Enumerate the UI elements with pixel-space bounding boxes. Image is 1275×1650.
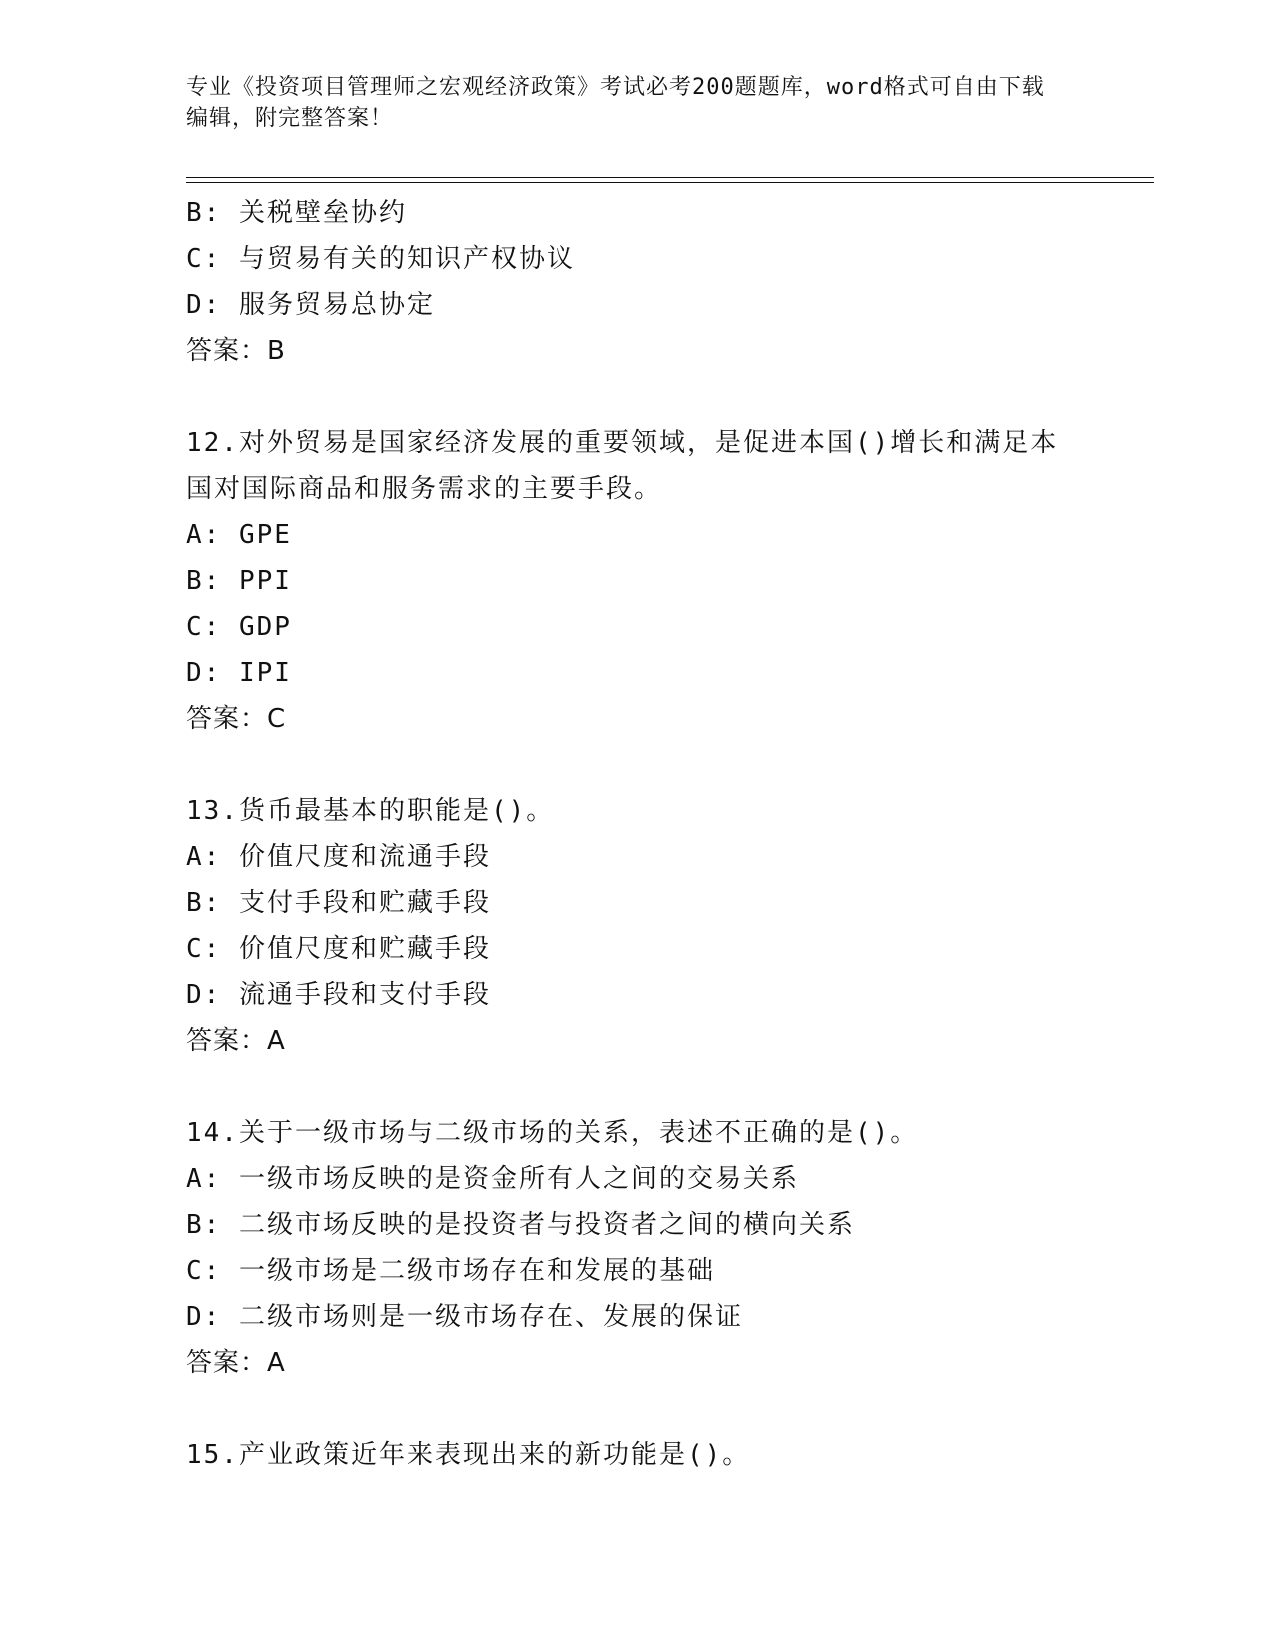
spacer (186, 1386, 1086, 1432)
option-b: B: 关税壁垒协约 (186, 198, 407, 228)
spacer (186, 1064, 1086, 1110)
question-text: 12.对外贸易是国家经济发展的重要领域，是促进本国()增长和满足本国对国际商品和服务需求的主要手段。 (186, 428, 1059, 504)
answer-line: 答案：A (186, 1348, 286, 1378)
answer-line: 答案：C (186, 704, 287, 734)
question-content (186, 190, 1086, 1478)
option-a: A: 一级市场反映的是资金所有人之间的交易关系 (186, 1164, 799, 1194)
option-d: D: IPI (186, 658, 292, 688)
option-a: A: 价值尺度和流通手段 (186, 842, 491, 872)
document-header: 专业《投资项目管理师之宏观经济政策》考试必考200题题库，word格式可自由下载编辑，附完整答案！ (186, 75, 1045, 131)
question-text: 13.货币最基本的职能是()。 (186, 796, 555, 826)
option-c: C: 一级市场是二级市场存在和发展的基础 (186, 1256, 715, 1286)
question-text: 15.产业政策近年来表现出来的新功能是()。 (186, 1440, 751, 1470)
header-rule-bottom (186, 182, 1154, 183)
question-11-continued (186, 190, 1086, 374)
option-b: B: 二级市场反映的是投资者与投资者之间的横向关系 (186, 1210, 855, 1240)
option-d: D: 二级市场则是一级市场存在、发展的保证 (186, 1302, 743, 1332)
question-text: 14.关于一级市场与二级市场的关系，表述不正确的是()。 (186, 1118, 919, 1148)
question-12 (186, 420, 1086, 742)
answer-line: 答案：B (186, 336, 286, 366)
option-c: C: 价值尺度和贮藏手段 (186, 934, 491, 964)
question-13 (186, 788, 1086, 1064)
option-a: A: GPE (186, 520, 292, 550)
question-14 (186, 1110, 1086, 1386)
option-d: D: 服务贸易总协定 (186, 290, 435, 320)
spacer (186, 742, 1086, 788)
option-c: C: GDP (186, 612, 292, 642)
option-d: D: 流通手段和支付手段 (186, 980, 491, 1010)
answer-line: 答案：A (186, 1026, 286, 1056)
option-c: C: 与贸易有关的知识产权协议 (186, 244, 575, 274)
spacer (186, 374, 1086, 420)
question-15 (186, 1432, 1086, 1478)
header-rule-top (186, 177, 1154, 178)
option-b: B: 支付手段和贮藏手段 (186, 888, 491, 918)
option-b: B: PPI (186, 566, 292, 596)
